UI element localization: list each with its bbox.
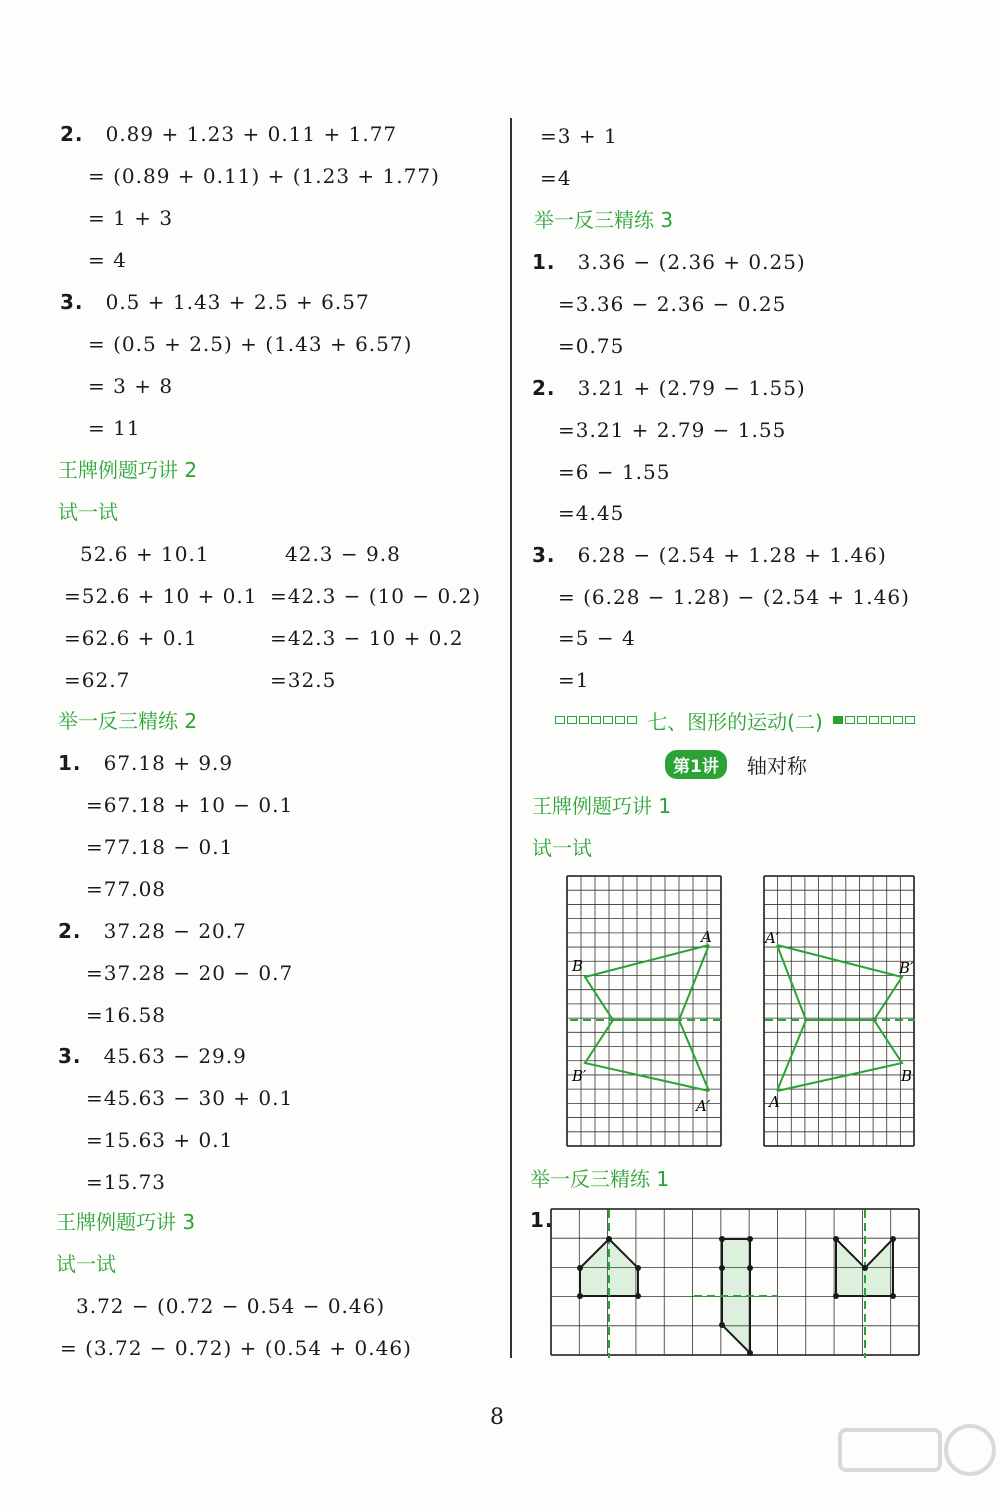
calc-line: =42.3 − (10 − 0.2) (270, 584, 482, 608)
label-a-prime: A′ (696, 1097, 711, 1115)
column-divider (510, 118, 512, 1358)
section-heading: 举一反三精练 2 (58, 709, 198, 733)
problem-line: 1. 67.18 + 9.9 (58, 751, 234, 775)
calc-line: 3.72 − (0.72 − 0.54 − 0.46) (76, 1294, 386, 1318)
problem-line: = (0.89 + 0.11) + (1.23 + 1.77) (88, 164, 440, 188)
symmetry-grid-2 (763, 875, 918, 1150)
decorative-blocks-right (833, 716, 915, 724)
section-heading: 王牌例题巧讲 1 (532, 794, 672, 818)
problem-line: 1. 3.36 − (2.36 + 0.25) (532, 250, 806, 274)
calc-line: =3 + 1 (540, 124, 618, 148)
problem-line: 3. 45.63 − 29.9 (58, 1044, 247, 1068)
problem-line: 2. 37.28 − 20.7 (58, 919, 247, 943)
calc-line: =32.5 (270, 668, 337, 692)
calc-line: = (3.72 − 0.72) + (0.54 + 0.46) (60, 1336, 412, 1360)
calc-line: 52.6 + 10.1 (80, 542, 210, 566)
section-heading: 举一反三精练 3 (534, 208, 674, 232)
problem-line: =5 − 4 (558, 626, 636, 650)
polygon-top (585, 945, 709, 1020)
label-a: A (701, 928, 712, 946)
problem-line: = 11 (88, 416, 141, 440)
problem-line: 3. 0.5 + 1.43 + 2.5 + 6.57 (60, 290, 370, 314)
problem-line: =67.18 + 10 − 0.1 (86, 793, 294, 817)
label-b-prime: B′ (572, 1067, 587, 1085)
label-a-prime: A′ (765, 929, 780, 947)
problem-line: =0.75 (558, 334, 625, 358)
practice-grid (550, 1208, 922, 1360)
calc-line: =42.3 − 10 + 0.2 (270, 626, 464, 650)
calc-line: =4 (540, 166, 572, 190)
problem-line: =15.73 (86, 1170, 167, 1194)
calc-line: =62.6 + 0.1 (64, 626, 198, 650)
problem-line: =15.63 + 0.1 (86, 1128, 234, 1152)
problem-line: =6 − 1.55 (558, 460, 671, 484)
problem-line: = 3 + 8 (88, 374, 174, 398)
symmetry-grid-1 (566, 875, 728, 1150)
calc-line: =52.6 + 10 + 0.1 (64, 584, 258, 608)
section-heading: 试一试 (532, 836, 592, 860)
label-b: B (901, 1067, 913, 1085)
problem-line: = (6.28 − 1.28) − (2.54 + 1.46) (558, 585, 910, 609)
chapter-title: 七、图形的运动(二) (647, 709, 823, 734)
problem-line: 3. 6.28 − (2.54 + 1.28 + 1.46) (532, 543, 887, 567)
problem-line: =45.63 − 30 + 0.1 (86, 1086, 294, 1110)
problem-line: =3.36 − 2.36 − 0.25 (558, 292, 787, 316)
problem-line: =16.58 (86, 1003, 167, 1027)
problem-number: 1. (530, 1208, 554, 1232)
problem-line: = 1 + 3 (88, 206, 174, 230)
section-heading: 王牌例题巧讲 3 (56, 1210, 196, 1234)
problem-line: =1 (558, 668, 590, 692)
section-heading: 王牌例题巧讲 2 (58, 458, 198, 482)
problem-line: 2. 0.89 + 1.23 + 0.11 + 1.77 (60, 122, 398, 146)
chapter-header (530, 705, 940, 735)
problem-line: =3.21 + 2.79 − 1.55 (558, 418, 787, 442)
section-heading: 试一试 (58, 500, 118, 524)
polygon-bottom (777, 1020, 902, 1091)
lesson-title: 轴对称 (746, 754, 807, 778)
lesson-badge: 第1讲 (665, 750, 727, 779)
problem-line: = (0.5 + 2.5) + (1.43 + 6.57) (88, 332, 413, 356)
problem-line: =77.18 − 0.1 (86, 835, 234, 859)
problem-line: =37.28 − 20 − 0.7 (86, 961, 294, 985)
problem-line: =4.45 (558, 501, 625, 525)
decorative-blocks-left (555, 716, 637, 724)
label-b: B (572, 957, 584, 975)
calc-line: 42.3 − 9.8 (285, 542, 401, 566)
label-b-prime: B′ (899, 959, 914, 977)
polygon-top (777, 945, 902, 1020)
label-a: A (769, 1093, 780, 1111)
watermark-logo (830, 1420, 1000, 1509)
section-heading: 试一试 (56, 1252, 116, 1276)
problem-line: =77.08 (86, 877, 167, 901)
calc-line: =62.7 (64, 668, 131, 692)
lesson-header (665, 750, 807, 779)
problem-line: 2. 3.21 + (2.79 − 1.55) (532, 376, 806, 400)
section-heading: 举一反三精练 1 (530, 1167, 670, 1191)
problem-line: = 4 (88, 248, 127, 272)
polygon-bottom (585, 1020, 709, 1091)
page-number: 8 (490, 1405, 504, 1430)
